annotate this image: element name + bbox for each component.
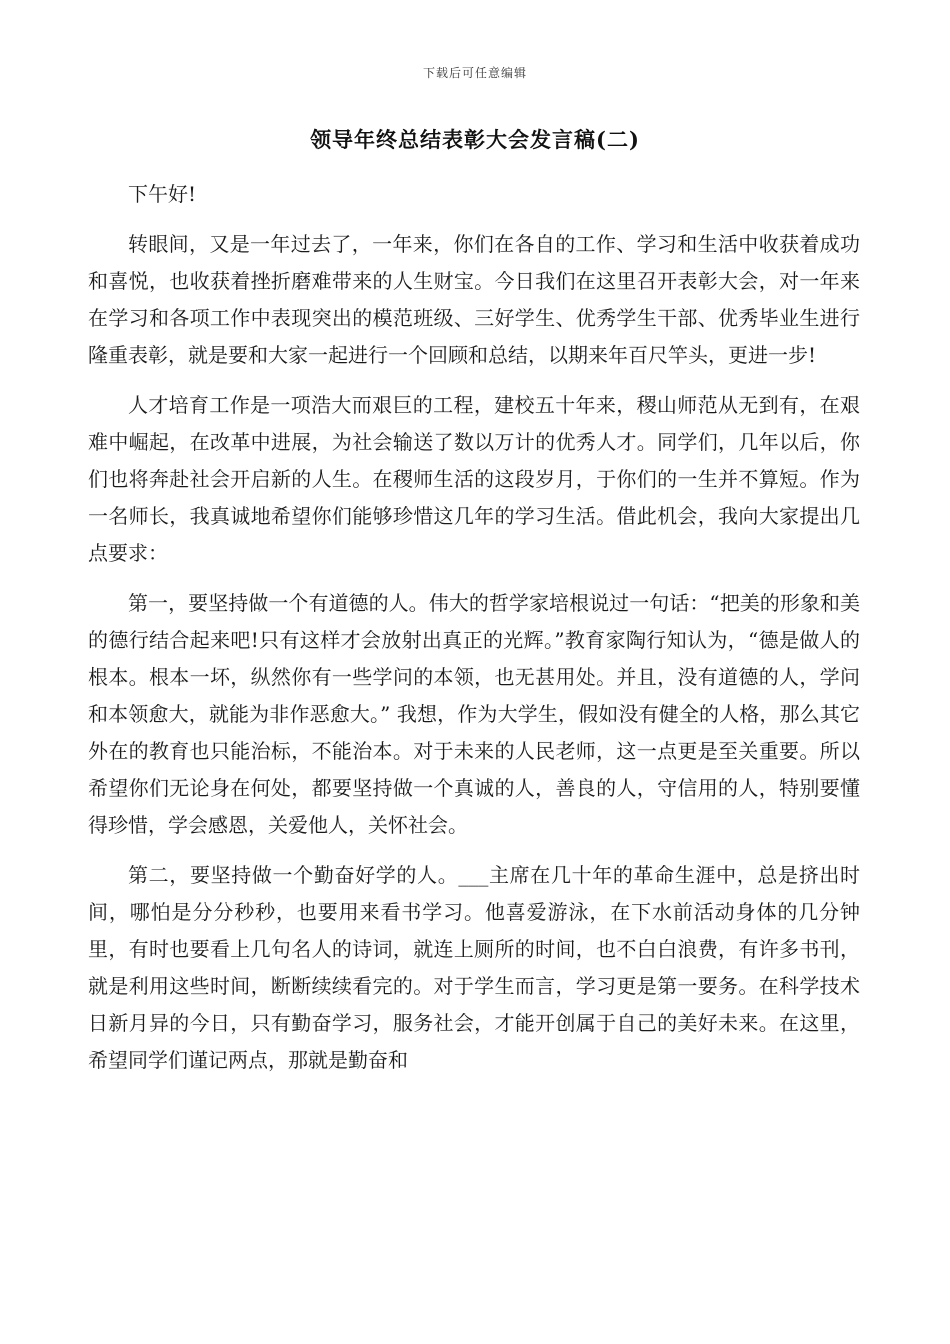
paragraph-intro: 转眼间，又是一年过去了，一年来，你们在各自的工作、学习和生活中收获着成功和喜悦，也收获着挫折磨难带来的人生财宝。今日我们在这里召开表彰大会，对一年来在学习和各项工作中表现突出的模范班级、三好学生、优秀学生干部、优秀毕业生进行隆重表彰，就是要和大家一起进行一个回顾和总结，以期来年百尺竿头，更进一步! (88, 232, 860, 367)
document-title: 领导年终总结表彰大会发言稿(二) (310, 127, 640, 152)
paragraph-second-point: 第二，要坚持做一个勤奋好学的人。___主席在几十年的革命生涯中，总是挤出时间，哪怕是分分秒秒，也要用来看书学习。他喜爱游泳，在下水前活动身体的几分钟里，有时也要看上几句名人的诗词，就连上厕所的时间，也不白白浪费，有许多书刊，就是利用这些时间，断断续续看完的。对于学生而言，学习更是第一要务。在科学技术日新月异的今日，只有勤奋学习，服务社会，才能开创属于自己的美好未来。在这里，希望同学们谨记两点，那就是勤奋和 (88, 863, 860, 1072)
document-body (88, 176, 860, 1092)
paragraph-first-point: 第一，要坚持做一个有道德的人。伟大的哲学家培根说过一句话：“把美的形象和美的德行结合起来吧!只有这样才会放射出真正的光辉。”教育家陶行知认为，“德是做人的根本。根本一坏，纵然你有一些学问的本领，也无甚用处。并且，没有道德的人，学问和本领愈大，就能为非作恶愈大。” 我想，作为大学生，假如没有健全的人格，那么其它外在的教育也只能治标，不能治本。对于未来的人民老师，这一点更是至关重要。所以希望你们无论身在何处，都要坚持做一个真诚的人，善良的人，守信用的人，特别要懂得珍惜，学会感恩，关爱他人，关怀社会。 (88, 591, 860, 837)
paragraph-greeting: 下午好! (128, 182, 197, 206)
paragraph-talent: 人才培育工作是一项浩大而艰巨的工程，建校五十年来，稷山师范从无到有，在艰难中崛起，在改革中进展，为社会输送了数以万计的优秀人才。同学们，几年以后，你们也将奔赴社会开启新的人生。在稷师生活的这段岁月，于你们的一生并不算短。作为一名师长，我真诚地希望你们能够珍惜这几年的学习生活。借此机会，我向大家提出几点要求： (88, 393, 860, 565)
page-header: 下载后可任意编辑 (422, 66, 527, 80)
